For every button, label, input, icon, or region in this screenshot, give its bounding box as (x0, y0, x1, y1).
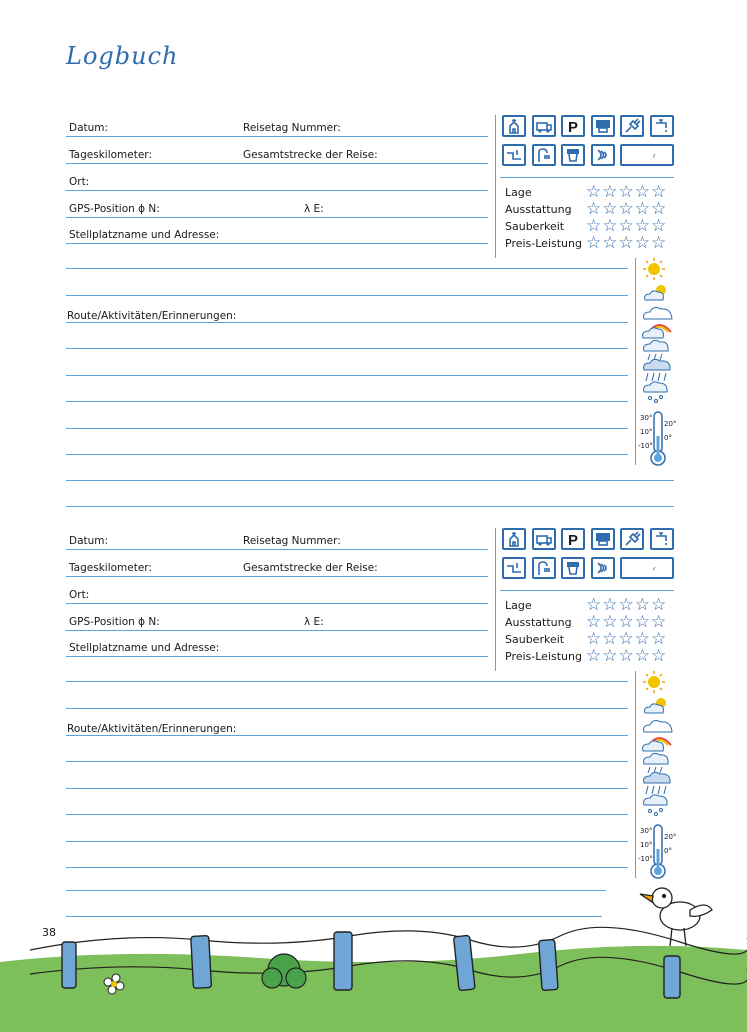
parking-icon[interactable] (561, 115, 585, 137)
rating-stars[interactable]: ☆☆☆☆☆ (586, 612, 668, 632)
thermometer-scale-label: 30° (640, 414, 653, 422)
thermometer-scale-label: -10° (638, 442, 653, 450)
form-line (66, 217, 488, 218)
sun-icon[interactable] (641, 258, 667, 284)
ruled-line (66, 814, 628, 815)
waste-disposal-icon[interactable] (502, 557, 526, 579)
water-tap-icon[interactable] (650, 115, 674, 137)
shower-icon[interactable] (532, 557, 556, 579)
ruled-line (66, 788, 628, 789)
field-label-reisetag: Reisetag Nummer: (243, 122, 341, 134)
field-label-gps_e: λ E: (304, 203, 324, 215)
toilet-icon[interactable] (561, 557, 585, 579)
electricity-plug-icon[interactable] (620, 115, 644, 137)
form-line (66, 656, 488, 657)
electricity-plug-icon[interactable] (620, 528, 644, 550)
thermometer-scale-label: 10° (640, 841, 653, 849)
motorhome-service-icon[interactable] (532, 528, 556, 550)
log-entry-2 (0, 413, 747, 923)
church-icon[interactable] (502, 528, 526, 550)
snow-icon[interactable] (641, 793, 669, 821)
sun-icon[interactable] (641, 671, 667, 697)
field-label-ort: Ort: (69, 176, 90, 188)
field-label-gesamtstrecke: Gesamtstrecke der Reise: (243, 149, 378, 161)
form-line (66, 163, 488, 164)
field-label-tageskilometer: Tageskilometer: (69, 562, 152, 574)
shower-icon[interactable] (532, 144, 556, 166)
field-label-datum: Datum: (69, 535, 109, 547)
ruled-line (66, 761, 628, 762)
rating-label: Lage (505, 186, 532, 199)
thermometer-scale-label: 20° (664, 833, 677, 841)
page-number: 38 (42, 926, 56, 939)
field-label-gps_n: GPS-Position ϕ N: (69, 203, 160, 215)
camper-icon[interactable] (591, 528, 615, 550)
camper-icon[interactable] (591, 115, 615, 137)
seagull-illustration (640, 888, 712, 946)
form-line (66, 190, 488, 191)
rating-label: Preis-Leistung (505, 650, 582, 663)
ruled-line (66, 681, 628, 682)
water-tap-icon[interactable] (650, 528, 674, 550)
svg-text:P: P (567, 532, 579, 547)
field-label-gps_n: GPS-Position ϕ N: (69, 616, 160, 628)
rating-stars[interactable]: ☆☆☆☆☆ (586, 216, 668, 236)
thermometer-scale-label: 10° (640, 428, 653, 436)
rating-label: Preis-Leistung (505, 237, 582, 250)
thermometer-scale-label: -10° (638, 855, 653, 863)
form-line (66, 630, 488, 631)
ruled-line (66, 348, 628, 349)
rating-label: Lage (505, 599, 532, 612)
page-title: Logbuch (66, 42, 179, 70)
field-label-reisetag: Reisetag Nummer: (243, 535, 341, 547)
field-label-gps_e: λ E: (304, 616, 324, 628)
ratings-separator (500, 590, 674, 591)
rating-stars[interactable]: ☆☆☆☆☆ (586, 629, 668, 649)
rating-stars[interactable]: ☆☆☆☆☆ (586, 182, 668, 202)
ratings-separator (500, 177, 674, 178)
pasture-illustration (0, 870, 747, 1032)
rating-label: Ausstattung (505, 616, 572, 629)
ruled-line (66, 401, 628, 402)
ruled-line (66, 708, 628, 709)
panel-divider (495, 528, 496, 671)
toilet-icon[interactable] (561, 144, 585, 166)
form-line (66, 549, 488, 550)
field-label-datum: Datum: (69, 122, 109, 134)
thermometer-scale-label: 30° (640, 827, 653, 835)
church-icon[interactable] (502, 115, 526, 137)
form-line (66, 603, 488, 604)
blank-field-icon[interactable] (620, 557, 674, 579)
rating-label: Sauberkeit (505, 633, 565, 646)
ruled-line (66, 295, 628, 296)
ruled-line (66, 735, 628, 736)
rating-label: Sauberkeit (505, 220, 565, 233)
weather-divider (635, 671, 636, 878)
parking-icon[interactable] (561, 528, 585, 550)
motorhome-service-icon[interactable] (532, 115, 556, 137)
form-line (66, 576, 488, 577)
field-label-tageskilometer: Tageskilometer: (69, 149, 152, 161)
route-label: Route/Aktivitäten/Erinnerungen: (67, 310, 237, 322)
wifi-icon[interactable] (591, 144, 615, 166)
ruled-line (66, 375, 628, 376)
field-label-ort: Ort: (69, 589, 90, 601)
waste-disposal-icon[interactable] (502, 144, 526, 166)
svg-text:P: P (567, 119, 579, 134)
thermometer-scale-label: 20° (664, 420, 677, 428)
wifi-icon[interactable] (591, 557, 615, 579)
ruled-line (66, 268, 628, 269)
ruled-line (66, 322, 628, 323)
form-line (66, 243, 488, 244)
field-label-stellplatz: Stellplatzname und Adresse: (69, 642, 220, 654)
field-label-stellplatz: Stellplatzname und Adresse: (69, 229, 220, 241)
rating-stars[interactable]: ☆☆☆☆☆ (586, 595, 668, 615)
rating-stars[interactable]: ☆☆☆☆☆ (586, 199, 668, 219)
rating-label: Ausstattung (505, 203, 572, 216)
blank-field-icon[interactable] (620, 144, 674, 166)
thermometer-scale-label: 0° (664, 847, 672, 855)
ruled-line (66, 841, 628, 842)
rating-stars[interactable]: ☆☆☆☆☆ (586, 233, 668, 253)
field-label-gesamtstrecke: Gesamtstrecke der Reise: (243, 562, 378, 574)
route-label: Route/Aktivitäten/Erinnerungen: (67, 723, 237, 735)
panel-divider (495, 115, 496, 258)
snow-icon[interactable] (641, 380, 669, 408)
form-line (66, 136, 488, 137)
thermometer-scale-label: 0° (664, 434, 672, 442)
ruled-line (66, 867, 628, 868)
rating-stars[interactable]: ☆☆☆☆☆ (586, 646, 668, 666)
